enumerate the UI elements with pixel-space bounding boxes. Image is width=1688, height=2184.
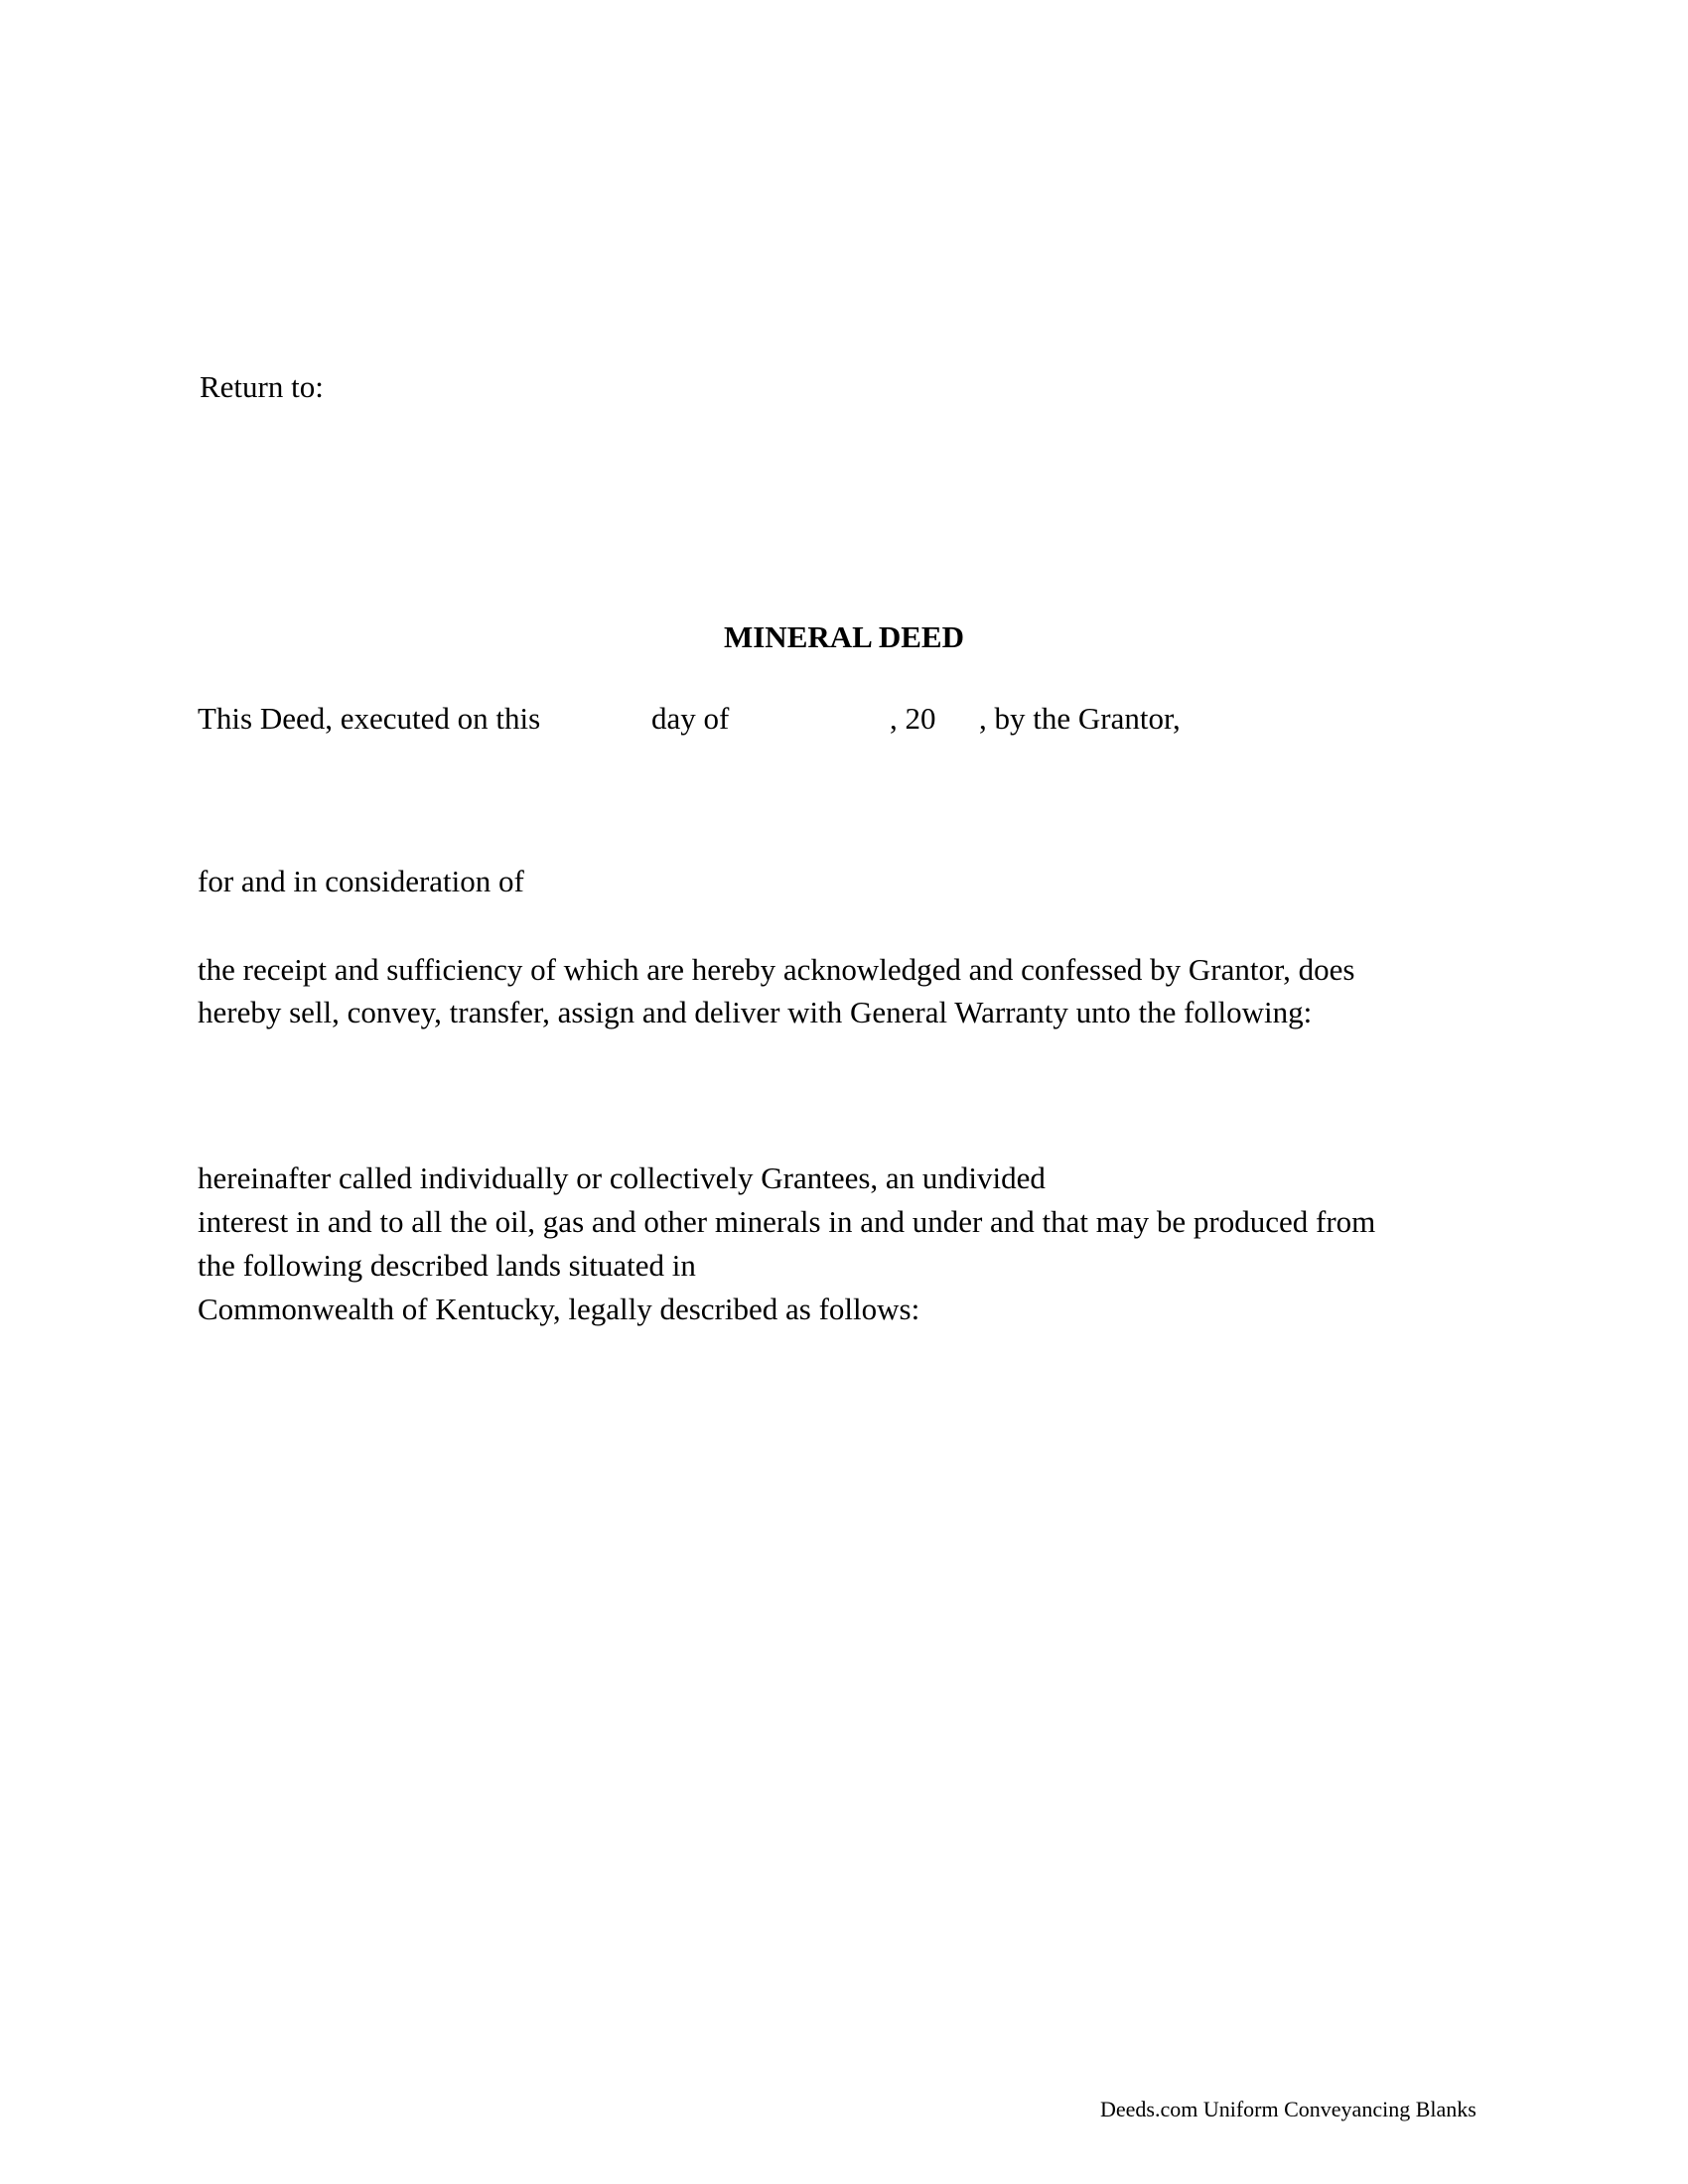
grantees-paragraph-line: the following described lands situated in [198, 1248, 696, 1283]
execution-text-start: This Deed, executed on this [198, 701, 541, 736]
execution-text-year: , 20 [890, 701, 936, 736]
execution-text-day-of: day of [651, 701, 730, 736]
grantees-paragraph-line: Commonwealth of Kentucky, legally described as follows: [198, 1292, 920, 1326]
footer-text: Deeds.com Uniform Conveyancing Blanks [1100, 2097, 1477, 2121]
grantees-paragraph-line: hereinafter called individually or collectively Grantees, an undivided [198, 1160, 1046, 1195]
receipt-paragraph-line: hereby sell, convey, transfer, assign and deliver with General Warranty unto the following: [198, 995, 1313, 1029]
document-title: MINERAL DEED [723, 619, 964, 654]
consideration-text: for and in consideration of [198, 864, 524, 898]
receipt-paragraph-line: the receipt and sufficiency of which are hereby acknowledged and confessed by Grantor, does [198, 952, 1355, 987]
execution-line [198, 697, 1389, 741]
return-to-label: Return to: [200, 369, 324, 404]
grantees-paragraph-line: interest in and to all the oil, gas and other minerals in and under and that may be produced from [198, 1204, 1376, 1239]
execution-text-grantor: , by the Grantor, [979, 701, 1181, 736]
